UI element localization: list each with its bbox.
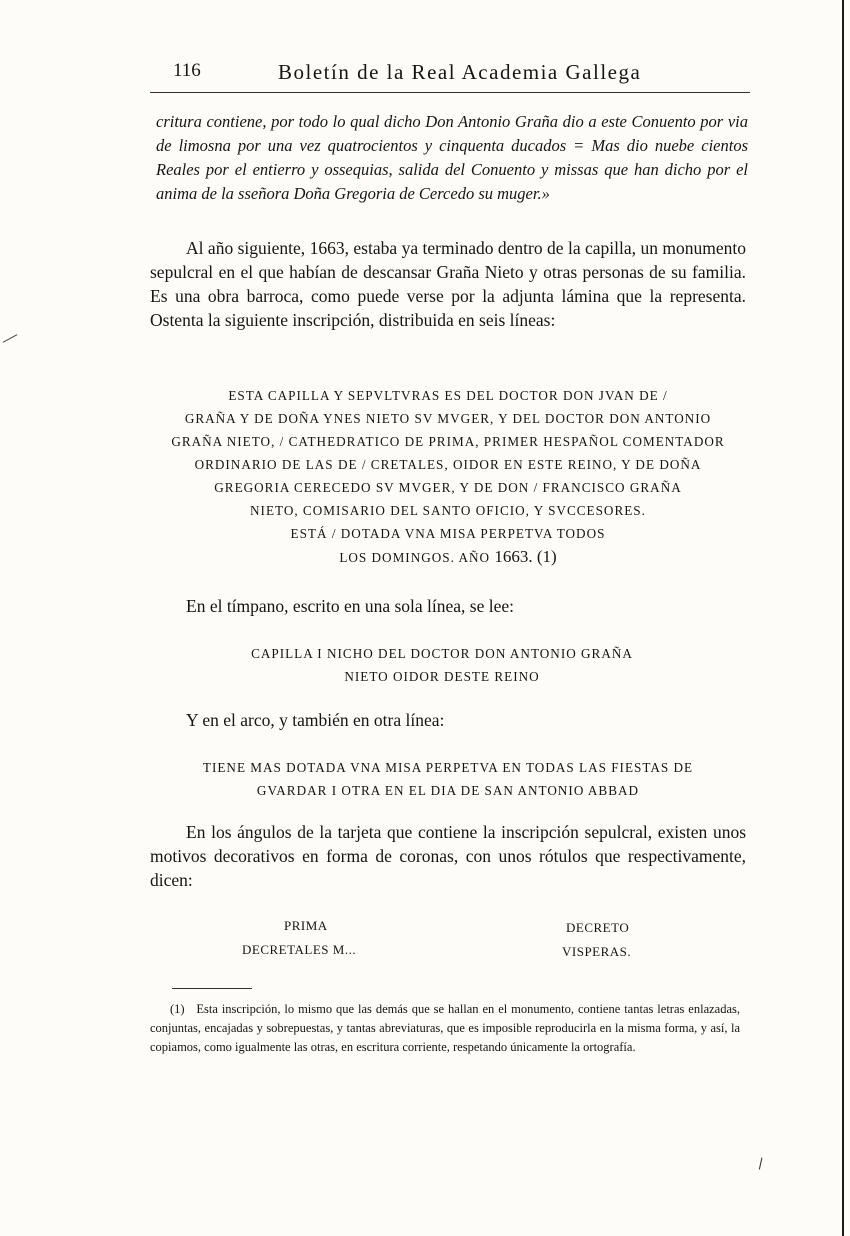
paragraph-text: En los ángulos de la tarjeta que contiene la inscripción sepulcral, existen unos motivos decorativos en forma de coronas, con unos rótulos que respectivamente, dicen: [150,822,746,890]
inscription-line: LOS DOMINGOS. AÑO [339,550,491,565]
inscription-line: ESTÁ / DOTADA VNA MISA PERPETVA TODOS [290,526,606,541]
page-edge-line [842,0,844,1236]
inscription-line: NIETO OIDOR DESTE REINO [344,669,540,684]
footnote [150,1000,740,1057]
inscription-tympanum [162,642,722,688]
inscription-line: ORDINARIO DE LAS DE / CRETALES, OIDOR EN ESTE REINO, Y DE DOÑA [194,457,702,472]
journal-title: Boletín de la Real Academia Gallega [278,60,642,84]
inscription-arch [158,756,738,802]
label-decreto: DECRETO [566,920,630,935]
stray-mark: \ [754,1155,767,1173]
inscription-line: TIENE MAS DOTADA VNA MISA PERPETVA EN TODAS LAS FIESTAS DE [202,760,694,775]
paragraph-rotulos [150,820,746,892]
paragraph-monument [150,236,746,332]
label-prima: PRIMA [284,918,328,933]
header-rule [150,92,750,93]
inscription-main [150,384,746,569]
inscription-line: GRAÑA Y DE DOÑA YNES NIETO SV MVGER, Y DEL DOCTOR DON ANTONIO [184,411,712,426]
inscription-line: CAPILLA I NICHO DEL DOCTOR DON ANTONIO GRAÑA [251,646,633,661]
inscription-line: ESTA CAPILLA Y SEPVLTVRAS ES DEL DOCTOR DON JVAN DE / [228,388,668,403]
quoted-document-text: critura contiene, por todo lo qual dicho Don Antonio Graña dio a este Conuento por via de limosna por una vez quatrocientos y cinquenta ducados = Mas dio nuebe cientos Reales por el entierro y ossequias, salida del Conuento y missas que han dicho por el anima de la sseñora Doña Gregoria de Cercedo su muger.» [156,112,748,203]
corner-labels [150,914,746,970]
paragraph-tympanum [150,594,746,618]
page-header [150,58,750,90]
paragraph-text: En el tímpano, escrito en una sola línea, se lee: [186,596,515,616]
paragraph-text: Al año siguiente, 1663, estaba ya terminado dentro de la capilla, un monumento sepulcral en el que habían de descansar Graña Nieto y otras personas de su familia. Es una obra barroca, como puede verse por la adjunta lámina que la representa. Ostenta la siguiente inscripción, distribuida en seis líneas: [150,238,746,330]
inscription-year: 1663. (1) [494,547,557,566]
inscription-line: NIETO, COMISARIO DEL SANTO OFICIO, Y SVCCESORES. [250,503,646,518]
label-visperas: VISPERAS. [562,944,632,959]
label-decretales: DECRETALES M... [242,942,357,957]
footnote-text: Esta inscripción, lo mismo que las demás que se hallan en el monumento, contiene tantas letras enlazadas, conjuntas, encajadas y sobrepuestas, y tantas abreviaturas, que es imposible reproducirla en la misma forma, y así, la copiamos, como igualmente las otras, en escritura corriente, respetando únicamente la ortografía. [150,1002,740,1054]
inscription-line: GREGORIA CERECEDO SV MVGER, Y DE DON / FRANCISCO GRAÑA [214,480,682,495]
paragraph-arch [150,708,746,732]
page-number: 116 [173,60,201,81]
paragraph-text: Y en el arco, y también en otra línea: [186,710,445,730]
inscription-line: GVARDAR I OTRA EN EL DIA DE SAN ANTONIO ABBAD [256,783,640,798]
inscription-last-line [150,545,746,569]
margin-mark [3,334,18,342]
footnote-rule [172,988,252,989]
footnote-marker: (1) [170,1002,185,1016]
inscription-line: GRAÑA NIETO, / CATHEDRATICO DE PRIMA, PRIMER HESPAÑOL COMENTADOR [171,434,725,449]
